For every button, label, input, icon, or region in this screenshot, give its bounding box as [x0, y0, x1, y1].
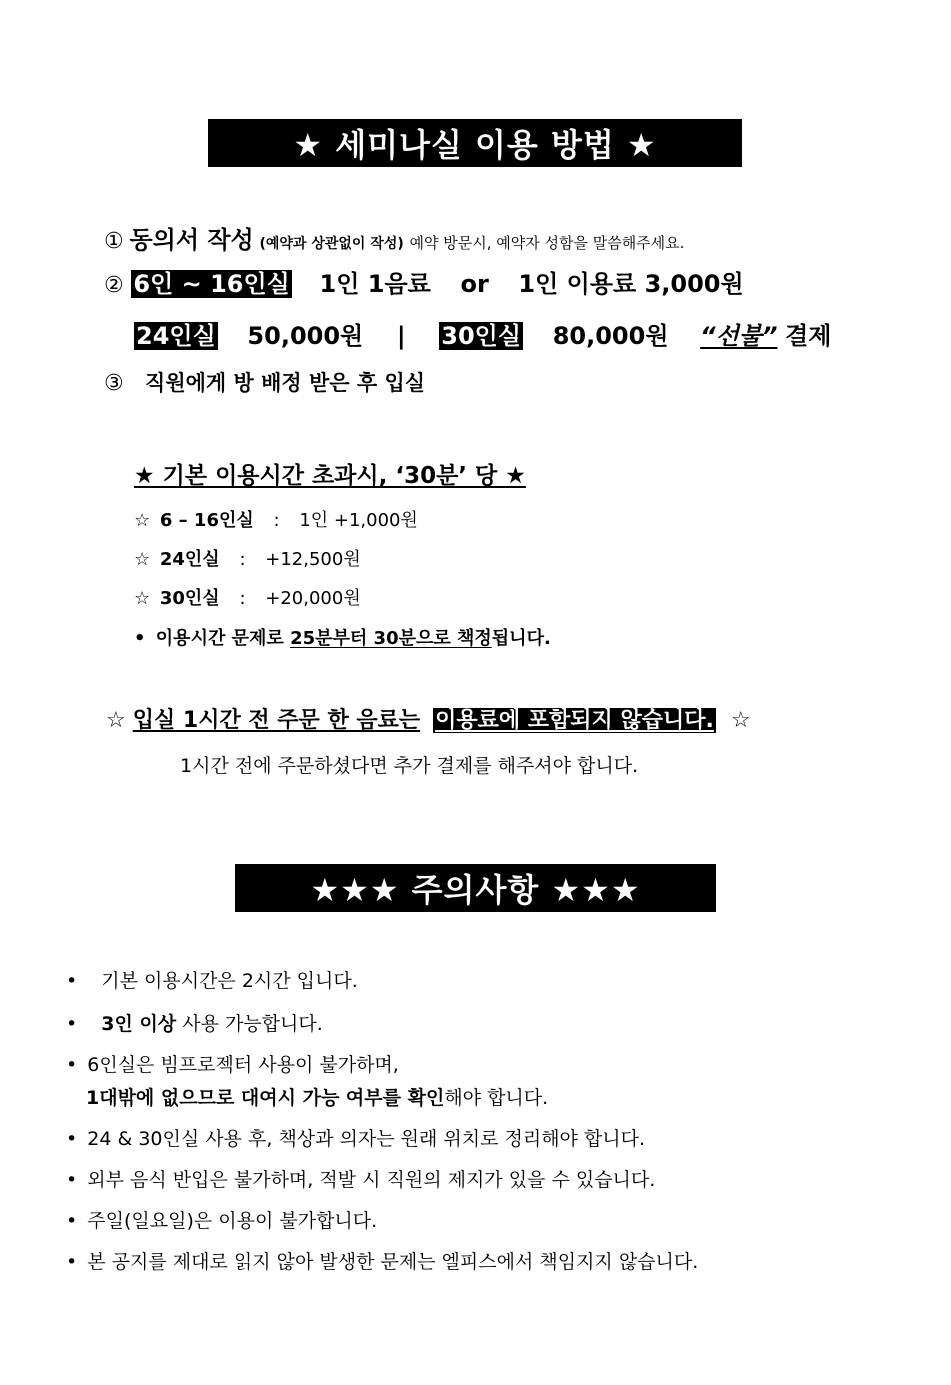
drink-notice-sub	[180, 751, 638, 778]
caution-bullet: •	[66, 970, 78, 992]
step-2-number: ②	[104, 273, 124, 298]
caution-item-3-cont	[86, 1083, 548, 1110]
step-1-rest: 예약 방문시, 예약자 성함을 말씀해주세요.	[409, 234, 685, 252]
caution-bold: 1대밖에 없으므로 대여시 가능 여부를 확인	[86, 1087, 445, 1109]
caution-bullet: •	[66, 1210, 78, 1232]
drink-notice	[106, 703, 751, 734]
overtime-row-star: ☆	[134, 588, 151, 609]
caution-text: 6인실은 빔프로젝터 사용이 불가하며,	[87, 1054, 399, 1076]
caution-item-1	[66, 966, 358, 993]
overtime-row-colon: :	[239, 588, 246, 609]
overtime-row-price: 1인 +1,000원	[299, 510, 418, 531]
caution-item-2	[66, 1009, 323, 1036]
drink-notice-main: 입실 1시간 전 주문 한 음료는	[132, 708, 421, 733]
room-30-badge: 30인실	[441, 322, 522, 350]
overtime-row-24	[134, 545, 361, 571]
step-1-paren: (예약과 상관없이 작성)	[259, 236, 404, 252]
room-24-badge: 24인실	[136, 322, 216, 350]
section-title-cautions-text: ★★★ 주의사항 ★★★	[310, 871, 641, 909]
caution-bullet: •	[66, 1054, 78, 1076]
section-title-usage-text: ★ 세미나실 이용 방법 ★	[293, 126, 657, 164]
step-2-fee-rule: 1인 이용료 3,000원	[518, 270, 744, 298]
overtime-note-bullet: •	[134, 628, 146, 649]
caution-text: 주일(일요일)은 이용이 불가합니다.	[87, 1210, 378, 1232]
step-2-drink-rule: 1인 1음료	[319, 270, 431, 298]
room-6-16-badge: 6인 ~ 16인실	[133, 270, 290, 298]
drink-notice-star-right: ☆	[730, 708, 751, 733]
room-24-price: 50,000원	[247, 322, 364, 350]
overtime-row-colon: :	[239, 549, 246, 570]
caution-text: 기본 이용시간은 2시간 입니다.	[101, 970, 358, 992]
caution-item-6	[66, 1206, 377, 1233]
caution-item-4	[66, 1124, 645, 1151]
step-3	[104, 367, 425, 397]
caution-text: 사용 가능합니다.	[182, 1013, 323, 1035]
drink-notice-sub-text: 1시간 전에 주문하셨다면 추가 결제를 해주셔야 합니다.	[180, 755, 639, 777]
caution-text: 24 & 30인실 사용 후, 책상과 의자는 원래 위치로 정리해야 합니다.	[87, 1128, 646, 1150]
overtime-row-6-16	[134, 506, 418, 532]
overtime-note-a: 이용시간 문제로	[155, 628, 284, 649]
overtime-row-price: +12,500원	[265, 549, 361, 570]
step-3-text: 직원에게 방 배정 받은 후 입실	[145, 371, 426, 395]
caution-bullet: •	[66, 1169, 78, 1191]
overtime-row-star: ☆	[134, 549, 151, 570]
overtime-row-room: 30인실	[159, 588, 220, 609]
step-2-line-2	[134, 316, 831, 351]
caution-item-5	[66, 1165, 655, 1192]
step-1	[104, 220, 684, 255]
step-1-bold: 동의서 작성	[129, 226, 254, 254]
price-separator: |	[396, 322, 406, 350]
caution-item-7	[66, 1247, 698, 1274]
overtime-row-room: 6 – 16인실	[159, 510, 254, 531]
overtime-note-c: 됩니다.	[491, 628, 551, 649]
prepay-label: “선불”	[700, 322, 778, 350]
caution-bullet: •	[66, 1013, 78, 1035]
caution-text: 해야 합니다.	[444, 1087, 549, 1109]
room-30-price: 80,000원	[552, 322, 669, 350]
overtime-row-room: 24인실	[159, 549, 220, 570]
caution-text: 외부 음식 반입은 불가하며, 적발 시 직원의 제지가 있을 수 있습니다.	[87, 1169, 656, 1191]
section-title-usage	[208, 119, 742, 167]
caution-text: 본 공지를 제대로 읽지 않아 발생한 문제는 엘피스에서 책임지지 않습니다.	[87, 1251, 699, 1273]
caution-item-3	[66, 1050, 399, 1077]
caution-bold: 3인 이상	[101, 1013, 177, 1035]
section-title-cautions	[235, 864, 716, 912]
overtime-row-30	[134, 584, 361, 610]
overtime-row-star: ☆	[134, 510, 151, 531]
caution-bullet: •	[66, 1251, 78, 1273]
step-3-number: ③	[104, 371, 124, 396]
overtime-heading-text: ★ 기본 이용시간 초과시, ‘30분’ 당 ★	[134, 463, 526, 489]
pay-label: 결제	[785, 322, 832, 350]
step-2-line-1	[104, 264, 744, 299]
overtime-note-b: 25분부터 30분으로 책정	[290, 628, 492, 649]
overtime-row-price: +20,000원	[265, 588, 361, 609]
caution-bullet: •	[66, 1128, 78, 1150]
overtime-row-colon: :	[273, 510, 280, 531]
drink-notice-star-left: ☆	[106, 708, 126, 733]
overtime-note	[134, 624, 551, 650]
step-1-number: ①	[104, 229, 124, 254]
drink-notice-highlight: 이용료에 포함되지 않습니다.	[435, 708, 714, 733]
step-2-or: or	[460, 270, 489, 298]
overtime-heading	[134, 457, 526, 490]
